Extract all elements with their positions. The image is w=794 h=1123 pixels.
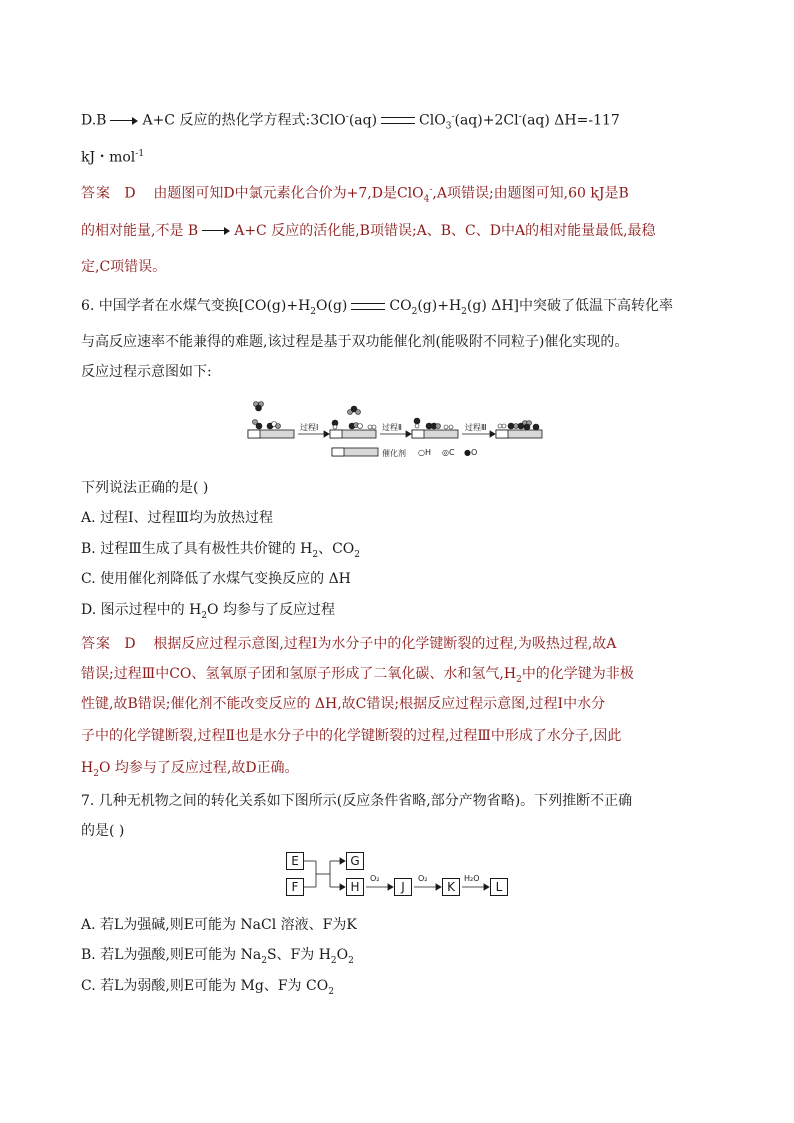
text: 子中的化学键断裂,过程Ⅱ也是水分子中的化学键断裂的过程,过程Ⅲ中形成了水分子,因此 (81, 728, 622, 744)
text: ClO (396, 185, 424, 202)
text: B. 若L为强酸,则E可能为 Na (81, 947, 262, 963)
text: 6. 中国学者在水煤气变换[CO(g)+H (81, 298, 311, 314)
text: ClO (419, 112, 446, 129)
text: 与高反应速率不能兼得的难题,该过程是基于双功能催化剂(能吸附不同粒子)催化实现的。 (81, 334, 629, 350)
prev-option-d-line2 (81, 145, 144, 167)
right-arrow-icon (110, 116, 138, 126)
q6-option-d (81, 601, 335, 625)
subscript: 2 (312, 549, 319, 560)
reagent-h2o: H₂O (464, 874, 480, 883)
node-e: E (286, 852, 304, 870)
text: kJ・mol (81, 149, 136, 166)
superscript: - (451, 112, 455, 122)
q7-line1 (81, 792, 632, 810)
q6-option-a (81, 509, 273, 527)
equals-icon (381, 117, 415, 124)
process-3-label: 过程Ⅲ (465, 423, 487, 432)
answer-choice: D (124, 636, 136, 652)
answer5-line3 (81, 258, 166, 276)
legend-carbon: ◎C (442, 448, 455, 457)
subscript: 2 (93, 768, 99, 779)
answer6-line4 (81, 727, 621, 745)
subscript: 2 (328, 986, 334, 997)
reagent-o2-1: O₂ (370, 874, 380, 883)
node-k: K (442, 878, 460, 896)
subscript: 2 (348, 955, 354, 966)
text: A. 过程Ⅰ、过程Ⅲ均为放热过程 (81, 510, 274, 526)
q7-option-a (81, 916, 357, 934)
node-h: H (346, 878, 364, 896)
q6-line2 (81, 333, 628, 351)
text: H (81, 760, 94, 776)
reagent-o2-2: O₂ (418, 874, 428, 883)
text: B. 过程Ⅲ生成了具有极性共价键的 H (81, 541, 313, 557)
answer5-line1 (81, 181, 629, 208)
text: 根据反应过程示意图,过程Ⅰ为水分子中的化学键断裂的过程,为吸热过程,故A (153, 636, 617, 652)
superscript: - (345, 112, 349, 122)
answer5-line2 (81, 222, 656, 240)
text: A+C 反应的热化学方程式:3ClO (142, 112, 346, 129)
text: O 均参与了反应过程 (207, 602, 335, 618)
text: O (336, 947, 349, 963)
answer-choice: D (124, 185, 136, 202)
text: 性键,故B错误;催化剂不能改变反应的 ΔH,故C错误;根据反应过程示意图,过程Ⅰ中水分 (81, 696, 606, 712)
node-g: G (346, 852, 364, 870)
superscript: - (518, 112, 522, 122)
answer-label: 答案 (81, 185, 111, 202)
text: 的是( ) (81, 823, 125, 839)
q6-line3 (81, 363, 212, 381)
legend-oxygen: ●O (464, 448, 478, 457)
text: A+C 反应的活化能,B项错误;A、B、C、D中A的相对能量最低,最稳 (234, 223, 656, 239)
subscript: 2 (411, 306, 418, 317)
text: 反应过程示意图如下: (81, 364, 212, 380)
text: D.B (81, 112, 107, 129)
superscript: -1 (135, 149, 145, 159)
text: (aq) ΔH=-117 (521, 112, 620, 129)
q7-line2 (81, 822, 124, 840)
answer-label: 答案 (81, 636, 111, 652)
equals-icon (351, 303, 385, 310)
text: 中的化学键为非极 (521, 666, 634, 682)
text: 、CO (318, 541, 355, 557)
prev-option-d-line1 (81, 108, 620, 135)
text: (g) ΔH]中突破了低温下高转化率 (466, 298, 674, 314)
text: (aq)+2Cl (454, 112, 519, 129)
text: ,A项错误;由题图可知,60 kJ是B (432, 185, 629, 202)
q6-stem (81, 479, 208, 497)
subscript: 2 (201, 610, 208, 621)
text: S、F为 H (266, 947, 331, 963)
reaction-process-figure (246, 398, 546, 460)
subscript: 2 (261, 955, 267, 966)
text: C. 使用催化剂降低了水煤气变换反应的 ΔH (81, 571, 351, 587)
text: D. 图示过程中的 H (81, 602, 202, 618)
subscript: 2 (461, 306, 467, 317)
text: C. 若L为弱酸,则E可能为 Mg、F为 CO (81, 978, 329, 994)
process-2-label: 过程Ⅱ (382, 423, 402, 432)
text: CO (389, 298, 412, 314)
answer6-line1 (81, 635, 616, 653)
answer6-line2 (81, 665, 634, 689)
node-f: F (286, 878, 304, 896)
node-l: L (490, 878, 508, 896)
subscript: 2 (354, 549, 361, 560)
q7-option-b (81, 946, 354, 970)
q6-line1 (81, 297, 673, 321)
answer6-line5 (81, 759, 299, 783)
answer6-line3 (81, 695, 605, 713)
subscript: 2 (516, 674, 522, 685)
text: 由题图可知D中氯元素化合价为+7,D是 (153, 185, 397, 202)
conversion-diagram (286, 852, 516, 902)
subscript: 2 (310, 306, 317, 317)
node-j: J (394, 878, 412, 896)
text: O 均参与了反应过程,故D正确。 (98, 760, 299, 776)
q7-option-c (81, 977, 334, 1001)
legend-hydrogen: ○H (418, 448, 431, 457)
process-1-label: 过程Ⅰ (300, 423, 319, 432)
text: 下列说法正确的是( ) (81, 480, 209, 496)
subscript: 3 (445, 121, 452, 132)
text: 定,C项错误。 (81, 259, 167, 275)
legend-catalyst: 催化剂 (382, 449, 406, 458)
right-arrow-icon (202, 226, 230, 236)
text: (g)+H (417, 298, 462, 314)
q6-option-b (81, 540, 360, 564)
subscript: 4 (423, 194, 430, 205)
q6-option-c (81, 570, 351, 588)
subscript: 2 (330, 955, 337, 966)
text: A. 若L为强碱,则E可能为 NaCl 溶液、F为K (81, 917, 357, 933)
superscript: - (429, 185, 433, 195)
text: 错误;过程Ⅲ中CO、氢氧原子团和氢原子形成了二氧化碳、水和氢气,H (81, 666, 517, 682)
text: (aq) (348, 112, 378, 129)
text: O(g) (316, 298, 348, 314)
text: 的相对能量,不是 B (81, 223, 199, 239)
text: 7. 几种无机物之间的转化关系如下图所示(反应条件省略,部分产物省略)。下列推断不正确 (81, 793, 633, 809)
